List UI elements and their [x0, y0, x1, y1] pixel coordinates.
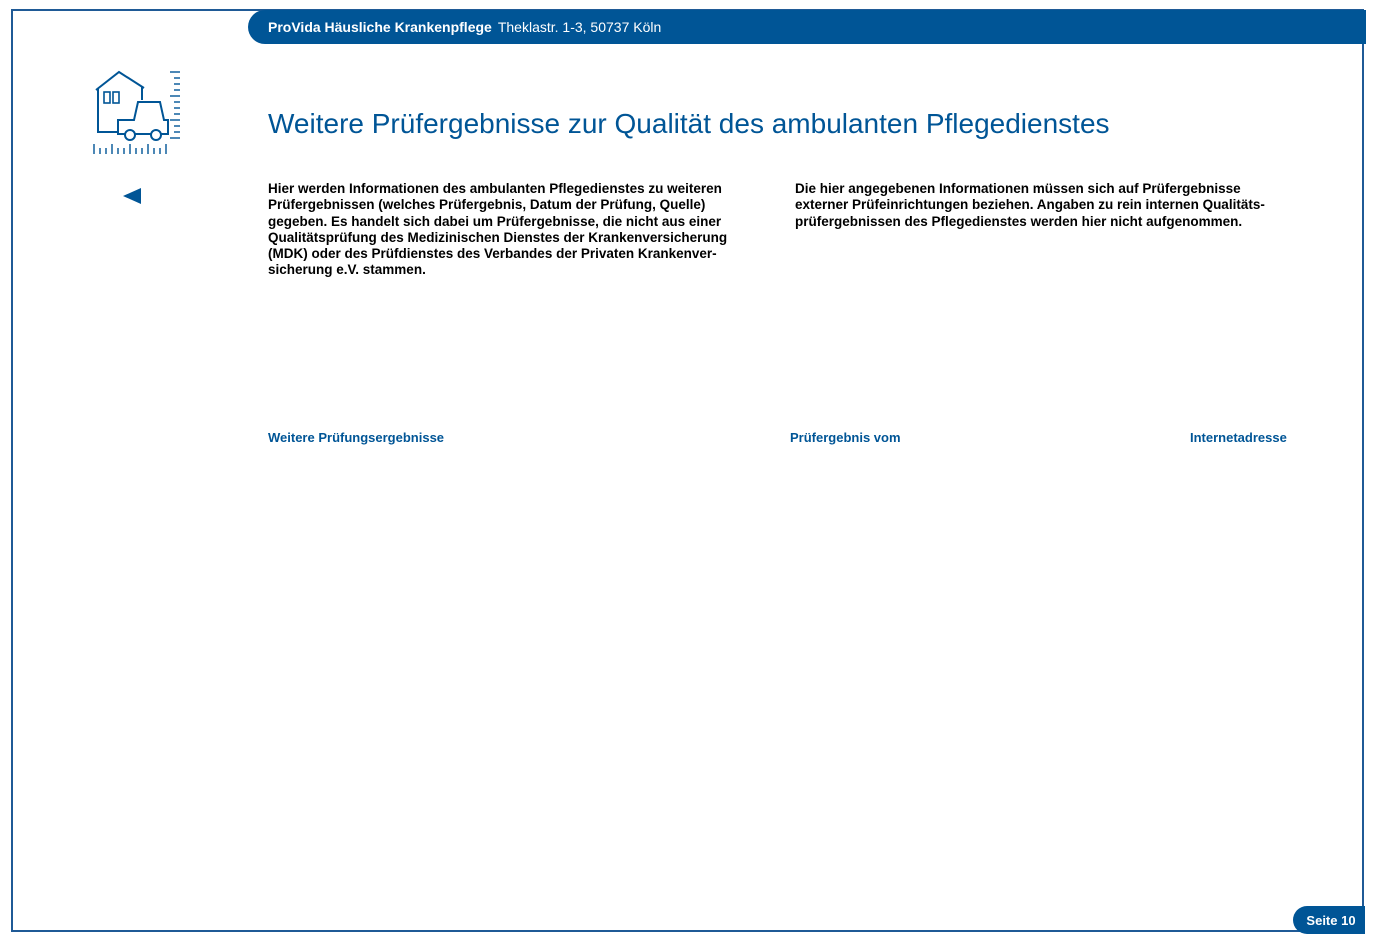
- back-arrow-icon[interactable]: [120, 185, 146, 207]
- house-car-ruler-icon: [88, 64, 188, 160]
- header-org-name: ProVida Häusliche Krankenpflege: [268, 19, 492, 35]
- page-title: Weitere Prüfergebnisse zur Qualität des ambulanten Pflegedienstes: [268, 108, 1110, 139]
- intro-text-left: Hier werden Informationen des ambulanten Pflegedienstes zu weiteren Prüfergebnissen (welches Prüfergebnis, Datum der Prüfung, Quelle) gegeben. Es handelt sich dabei um Prüfergebnisse, die nicht aus einer Qualitätsprüfung des Medizinischen Dienstes der Krankenversicherung (MDK) oder des Prüfdienstes des Verbandes der Privaten Krankenver- sicherung e.V. stammen.: [268, 181, 728, 278]
- column-header-results: Weitere Prüfungsergebnisse: [268, 430, 445, 445]
- column-header-website: Internetadresse: [1190, 430, 1287, 445]
- intro-text-right: Die hier angegebenen Informationen müssen sich auf Prüfergebnisse externer Prüfeinrichtungen beziehen. Angaben zu rein internen Qualitäts- prüfergebnissen des Pflegedienstes werden hier nicht aufgenommen.: [795, 181, 1265, 229]
- page-number-badge: Seite 10: [1293, 906, 1365, 934]
- page-frame: [11, 9, 1364, 932]
- header-bar: [248, 10, 1366, 44]
- header-address: Theklastr. 1-3, 50737 Köln: [497, 19, 662, 35]
- column-header-date: Prüfergebnis vom: [790, 430, 901, 445]
